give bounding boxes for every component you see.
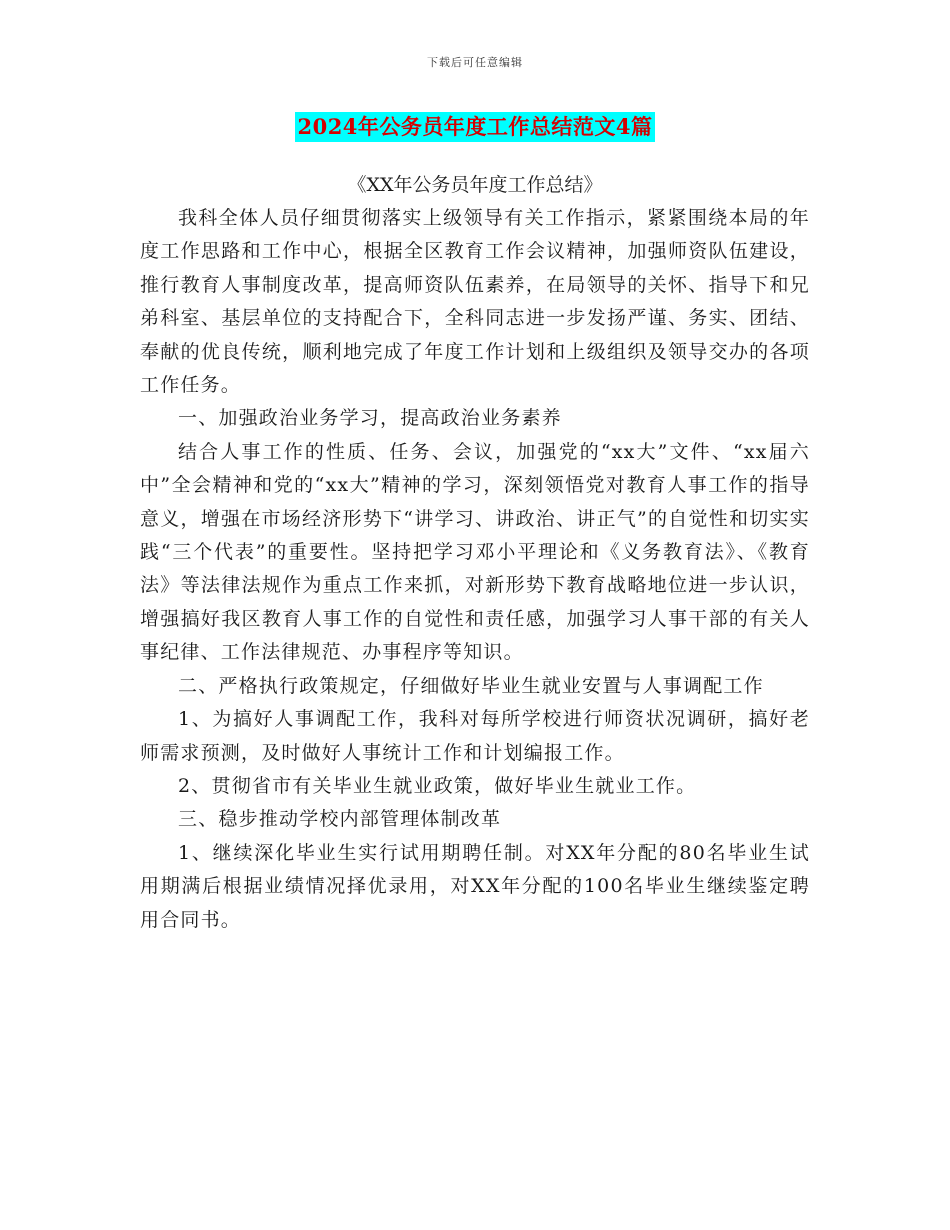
paragraph-section-2-item-2: 2、贯彻省市有关毕业生就业政策，做好毕业生就业工作。 (178, 774, 697, 797)
paragraph-section-2-item-1: 1、为搞好人事调配工作，我科对每所学校进行师资状况调研，搞好老师需求预测，及时做好人事统计工作和计划编报工作。 (140, 708, 810, 764)
section-subtitle: 《XX年公务员年度工作总结》 (347, 174, 603, 196)
paragraph-intro: 我科全体人员仔细贯彻落实上级领导有关工作指示，紧紧围绕本局的年度工作思路和工作中心，根据全区教育工作会议精神，加强师资队伍建设，推行教育人事制度改革，提高师资队伍素养，在局领导的关怀、指导下和兄弟科室、基层单位的支持配合下，全科同志进一步发扬严谨、务实、团结、奉献的优良传统，顺利地完成了年度工作计划和上级组织及领导交办的各项工作任务。 (140, 207, 810, 397)
paragraph-section-3-item-1: 1、继续深化毕业生实行试用期聘任制。对XX年分配的80名毕业生试用期满后根据业绩情况择优录用，对XX年分配的100名毕业生继续鉴定聘用合同书。 (140, 841, 810, 931)
header-note: 下载后可任意编辑 (427, 56, 523, 69)
document-body (140, 168, 810, 937)
heading-section-3: 三、稳步推动学校内部管理体制改革 (178, 808, 502, 831)
paragraph-section-1: 结合人事工作的性质、任务、会议，加强党的“xx大”文件、“xx届六中”全会精神和党的“xx大”精神的学习，深刻领悟党对教育人事工作的指导意义，增强在市场经济形势下“讲学习、讲政治、讲正气”的自觉性和切实实践“三个代表”的重要性。坚持把学习邓小平理论和《义务教育法》、《教育法》等法律法规作为重点工作来抓，对新形势下教育战略地位进一步认识，增强搞好我区教育人事工作的自觉性和责任感，加强学习人事干部的有关人事纪律、工作法律规范、办事程序等知识。 (140, 440, 810, 664)
heading-section-2: 二、严格执行政策规定，仔细做好毕业生就业安置与人事调配工作 (178, 674, 764, 697)
document-title-wrapper (0, 112, 950, 142)
heading-section-1: 一、加强政治业务学习，提高政治业务素养 (178, 407, 562, 430)
document-title: 2024年公务员年度工作总结范文4篇 (295, 112, 654, 142)
